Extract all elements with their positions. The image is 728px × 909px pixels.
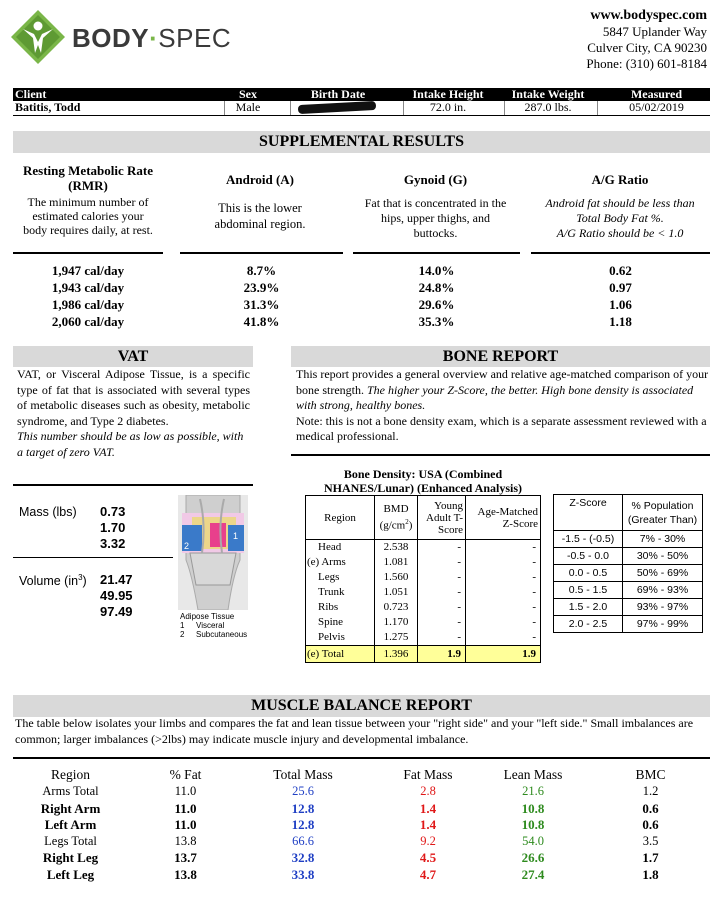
bone-t: - — [418, 600, 466, 615]
bone-text-italic: The higher your Z-Score, the better. High bone density is associated with strong, healthy bones. — [296, 382, 694, 412]
ag-value: 0.62 — [609, 263, 632, 278]
muscle-row — [13, 850, 710, 867]
muscle-region: Right Arm — [40, 800, 101, 816]
muscle-pct-fat: 13.8 — [174, 866, 197, 882]
population-range: 69% - 93% — [623, 582, 703, 599]
vat-mass-value: 1.70 — [100, 520, 126, 535]
android-desc-2: abdominal region. — [214, 217, 306, 231]
client-measured: 05/02/2019 — [629, 100, 684, 114]
gynoid-desc-3: buttocks. — [413, 226, 458, 240]
bone-bmd: 1.560 — [375, 570, 418, 585]
muscle-pct-fat: 13.8 — [174, 833, 197, 848]
supplemental-row — [13, 313, 710, 330]
muscle-fat-mass: 4.5 — [419, 850, 437, 866]
bone-report-title: BONE REPORT — [291, 346, 710, 367]
z-score-row — [554, 616, 703, 633]
legend-num: 1 — [180, 621, 185, 630]
vat-mass-value: 3.32 — [100, 536, 126, 551]
bone-bmd: 2.538 — [375, 540, 418, 556]
vat-volume-close: ) — [82, 574, 87, 589]
rmr-desc-1: The minimum number of — [27, 195, 149, 209]
z-score-range: -1.5 - (-0.5) — [554, 531, 623, 548]
bone-col-region: Region — [306, 496, 375, 540]
vat-title: VAT — [13, 346, 253, 367]
muscle-col-region: Region — [51, 767, 90, 782]
muscle-region: Legs Total — [44, 833, 97, 848]
muscle-bmc: 1.8 — [642, 866, 659, 882]
bone-t: - — [418, 615, 466, 630]
z-score-row — [554, 531, 703, 548]
contact-block — [586, 8, 707, 72]
android-column-header — [180, 172, 340, 232]
muscle-col-pct-fat: % Fat — [169, 767, 202, 782]
bone-region: Pelvis — [306, 630, 375, 646]
bone-bmd: 1.275 — [375, 630, 418, 646]
ag-value: 0.97 — [609, 280, 632, 295]
muscle-bmc: 0.6 — [642, 817, 659, 833]
population-range: 50% - 69% — [623, 565, 703, 582]
phone-number: Phone: (310) 601-8184 — [586, 56, 707, 71]
bone-z: - — [532, 631, 536, 643]
bone-description — [296, 367, 710, 445]
brand-dot: · — [149, 23, 159, 53]
bone-region: Head — [306, 540, 375, 556]
bone-row — [306, 570, 541, 585]
rmr-desc-3: body requires daily, at rest. — [23, 223, 153, 237]
bone-row — [306, 600, 541, 615]
rmr-title: Resting Metabolic Rate — [23, 163, 153, 178]
vat-volume-values — [100, 572, 133, 620]
bone-rows — [306, 540, 541, 646]
gynoid-value: 29.6% — [418, 297, 455, 312]
bone-region: Trunk — [306, 585, 375, 600]
client-header: Client — [15, 87, 47, 101]
z-score-row — [554, 599, 703, 616]
divider — [13, 757, 710, 759]
ag-value: 1.06 — [609, 297, 632, 312]
bone-z: - — [532, 586, 536, 598]
bone-col-bmd-unit: (g/cm — [379, 519, 406, 532]
supplemental-values — [13, 262, 710, 330]
bone-row — [306, 630, 541, 646]
bone-col-young: Young Adult T-Score — [418, 496, 466, 540]
rmr-value: 1,947 cal/day — [51, 263, 125, 278]
muscle-col-lean-mass: Lean Mass — [503, 767, 563, 782]
muscle-fat-mass: 9.2 — [420, 833, 436, 848]
sex-header: Sex — [239, 87, 257, 101]
gynoid-desc-1: Fat that is concentrated in the — [364, 196, 507, 210]
bone-region: Legs — [306, 570, 375, 585]
abdomen-scan-icon — [178, 495, 248, 610]
bone-col-bmd-title: BMD — [383, 502, 409, 515]
birth-date-redacted — [298, 101, 376, 114]
supplemental-row — [13, 279, 710, 296]
android-value: 23.9% — [243, 280, 280, 295]
bone-bmd: 1.081 — [375, 555, 418, 570]
z-score-row — [554, 582, 703, 599]
bone-t: - — [418, 555, 466, 570]
muscle-total-mass: 25.6 — [292, 784, 314, 798]
bone-z: - — [532, 616, 536, 628]
ag-desc-3: A/G Ratio should be < 1.0 — [556, 226, 684, 240]
bone-density-table — [305, 495, 541, 663]
bone-total-region: (e) Total — [306, 646, 375, 663]
bone-z: - — [532, 541, 536, 553]
bone-table-title-2: NHANES/Lunar) (Enhanced Analysis) — [323, 481, 523, 495]
bone-col-bmd-sup: 2 — [405, 517, 409, 526]
intake-height-header: Intake Height — [412, 87, 484, 101]
muscle-bmc: 1.7 — [642, 850, 659, 866]
ag-ratio-title: A/G Ratio — [591, 172, 649, 187]
gynoid-value: 35.3% — [418, 314, 455, 329]
adipose-legend-title: Adipose Tissue — [180, 612, 235, 621]
rmr-value: 2,060 cal/day — [51, 314, 125, 329]
brand-name-right: SPEC — [158, 23, 232, 53]
muscle-total-mass: 12.8 — [291, 817, 315, 833]
z-score-row — [554, 565, 703, 582]
muscle-bmc: 0.6 — [642, 800, 659, 816]
bone-bmd: 1.170 — [375, 615, 418, 630]
vat-mass-value: 0.73 — [100, 504, 126, 519]
gynoid-column-header — [353, 172, 518, 241]
client-weight: 287.0 lbs. — [524, 100, 572, 114]
rmr-column-header — [13, 163, 163, 237]
bone-region: Ribs — [306, 600, 375, 615]
bone-t: - — [418, 630, 466, 646]
muscle-region: Right Leg — [42, 850, 99, 866]
bone-col-bmd-close: ) — [408, 519, 413, 532]
ag-ratio-column-header — [530, 172, 710, 241]
address-line-2: Culver City, CA 90230 — [587, 40, 707, 55]
muscle-row — [13, 834, 710, 851]
muscle-pct-fat: 13.7 — [174, 850, 197, 866]
muscle-total-mass: 32.8 — [291, 850, 315, 866]
bodyspec-logo-icon — [10, 9, 66, 65]
vat-image-label-2: 2 — [184, 541, 190, 551]
population-header: % Population (Greater Than) — [623, 495, 703, 531]
z-score-table — [553, 494, 703, 633]
logo — [10, 9, 240, 65]
muscle-col-bmc: BMC — [635, 767, 666, 782]
client-height: 72.0 in. — [429, 100, 467, 114]
vat-scan-image — [178, 495, 248, 610]
vat-description — [17, 367, 250, 461]
client-name: Batitis, Todd — [15, 100, 81, 114]
divider — [13, 252, 163, 254]
muscle-col-fat-mass: Fat Mass — [403, 767, 453, 782]
divider — [180, 252, 343, 254]
muscle-region: Arms Total — [42, 784, 99, 798]
android-value: 41.8% — [243, 314, 280, 329]
muscle-lean-mass: 27.4 — [521, 866, 545, 882]
supplemental-results-title: SUPPLEMENTAL RESULTS — [13, 131, 710, 153]
bone-bmd: 1.051 — [375, 585, 418, 600]
z-score-range: -0.5 - 0.0 — [554, 548, 623, 565]
android-value: 31.3% — [243, 297, 280, 312]
gynoid-desc-2: hips, upper thighs, and — [381, 211, 490, 225]
vat-volume-value: 49.95 — [100, 588, 133, 603]
bone-row — [306, 585, 541, 600]
bone-z: - — [532, 556, 536, 568]
muscle-row — [13, 801, 710, 818]
z-score-range: 0.5 - 1.5 — [554, 582, 623, 599]
muscle-rows — [13, 784, 710, 884]
rmr-value: 1,986 cal/day — [51, 297, 125, 312]
bone-note: Note: this is not a bone density exam, which is a separate assessment reviewed with a medical professional. — [296, 413, 707, 443]
bone-text: This report provides a general overview and relative age-matched comparison of your bone strength. — [296, 367, 709, 397]
z-score-range: 0.0 - 0.5 — [554, 565, 623, 582]
muscle-pct-fat: 11.0 — [174, 784, 197, 798]
rmr-desc-2: estimated calories your — [32, 209, 144, 223]
bone-total-row — [306, 646, 541, 663]
android-desc-1: This is the lower — [218, 201, 302, 215]
muscle-balance-intro: The table below isolates your limbs and compares the fat and lean tissue between your "right side" and your "left side." Small imbalances are common; larger imbalances (>2lbs) may indicate muscle injury and developmental imbalance. — [15, 716, 694, 746]
bone-row — [306, 540, 541, 556]
muscle-fat-mass: 2.8 — [420, 784, 436, 798]
muscle-balance-table — [13, 767, 710, 884]
muscle-region: Left Arm — [44, 817, 97, 833]
bone-total-bmd: 1.396 — [375, 646, 418, 663]
ag-value: 1.18 — [609, 314, 632, 329]
address-line-1: 5847 Uplander Way — [602, 24, 707, 39]
muscle-total-mass: 33.8 — [291, 866, 315, 882]
z-score-header: Z-Score — [554, 495, 623, 531]
bone-col-bmd — [375, 496, 418, 540]
bone-row — [306, 555, 541, 570]
client-sex: Male — [235, 100, 261, 114]
android-value: 8.7% — [246, 263, 277, 278]
divider — [353, 252, 520, 254]
adipose-legend — [180, 612, 247, 639]
vat-mass-values — [100, 504, 125, 552]
rmr-value: 1,943 cal/day — [51, 280, 125, 295]
client-info-table — [13, 88, 710, 116]
gynoid-value: 14.0% — [418, 263, 455, 278]
population-range: 97% - 99% — [623, 616, 703, 633]
muscle-col-total-mass: Total Mass — [273, 767, 333, 782]
muscle-pct-fat: 11.0 — [174, 817, 197, 833]
vat-volume-label — [19, 573, 87, 588]
vat-volume-value: 21.47 — [100, 572, 133, 587]
bone-region: Spine — [306, 615, 375, 630]
muscle-row — [13, 867, 710, 884]
muscle-bmc: 3.5 — [642, 833, 659, 848]
bone-col-age: Age-Matched Z-Score — [466, 496, 541, 540]
bone-t: - — [418, 570, 466, 585]
z-score-range: 2.0 - 2.5 — [554, 616, 623, 633]
muscle-fat-mass: 4.7 — [419, 866, 437, 882]
muscle-fat-mass: 1.4 — [419, 817, 437, 833]
muscle-row — [13, 817, 710, 834]
muscle-lean-mass: 26.6 — [521, 850, 545, 866]
divider — [13, 557, 173, 558]
muscle-region: Left Leg — [46, 866, 95, 882]
muscle-row — [13, 784, 710, 801]
bone-t: - — [418, 585, 466, 600]
measured-header: Measured — [630, 87, 683, 101]
legend-num: 2 — [180, 630, 185, 639]
z-score-row — [554, 548, 703, 565]
muscle-lean-mass: 10.8 — [521, 800, 545, 816]
muscle-total-mass: 66.6 — [292, 833, 314, 848]
vat-text: VAT, or Visceral Adipose Tissue, is a specific type of fat that is associated with several types of metabolic diseases such as obesity, metabolic syndrome, and Type 2 diabetes. — [17, 367, 250, 428]
ag-desc-2: Total Body Fat %. — [576, 211, 664, 225]
supplemental-row — [13, 296, 710, 313]
rmr-subtitle: (RMR) — [68, 178, 108, 193]
bone-table-title-1: Bone Density: USA (Combined — [343, 467, 503, 481]
ag-desc-1: Android fat should be less than — [545, 196, 695, 210]
muscle-balance-title: MUSCLE BALANCE REPORT — [13, 695, 710, 717]
muscle-pct-fat: 11.0 — [174, 800, 197, 816]
muscle-total-mass: 12.8 — [291, 800, 315, 816]
legend-visceral: Visceral — [196, 621, 225, 630]
website-link[interactable]: www.bodyspec.com — [590, 8, 707, 23]
divider — [13, 484, 253, 486]
bone-region: (e) Arms — [306, 555, 375, 570]
muscle-lean-mass: 10.8 — [521, 817, 545, 833]
population-range: 30% - 50% — [623, 548, 703, 565]
legend-subcutaneous: Subcutaneous — [196, 630, 248, 639]
bone-table-header-row — [306, 496, 541, 540]
vat-target-text: This number should be as low as possible, with a target of zero VAT. — [17, 429, 244, 459]
population-range: 7% - 30% — [623, 531, 703, 548]
muscle-header-row — [13, 767, 710, 784]
bone-row — [306, 615, 541, 630]
divider — [291, 454, 710, 456]
bone-z: - — [532, 601, 536, 613]
vat-volume-label-text: Volume (in — [19, 574, 79, 589]
population-range: 93% - 97% — [623, 599, 703, 616]
bone-z: - — [532, 571, 536, 583]
brand-name-left: BODY — [72, 23, 150, 53]
supplemental-row — [13, 262, 710, 279]
vat-mass-label: Mass (lbs) — [19, 505, 77, 519]
gynoid-value: 24.8% — [418, 280, 455, 295]
bone-total-z: 1.9 — [466, 646, 541, 663]
bone-t: - — [418, 540, 466, 556]
android-title: Android (A) — [225, 172, 295, 187]
muscle-bmc: 1.2 — [642, 784, 659, 798]
bone-bmd: 0.723 — [375, 600, 418, 615]
bone-density-table-title — [303, 467, 543, 495]
muscle-lean-mass: 54.0 — [522, 833, 544, 848]
vat-image-label-1: 1 — [233, 531, 239, 541]
gynoid-title: Gynoid (G) — [403, 172, 468, 187]
birth-date-header: Birth Date — [310, 87, 366, 101]
intake-weight-header: Intake Weight — [511, 87, 585, 101]
muscle-lean-mass: 21.6 — [522, 784, 544, 798]
bone-total-t: 1.9 — [418, 646, 466, 663]
vat-volume-value: 97.49 — [100, 604, 133, 619]
divider — [531, 252, 710, 254]
z-score-header-row — [554, 495, 703, 531]
vat-volume-sup: 3 — [78, 573, 83, 582]
muscle-fat-mass: 1.4 — [419, 800, 437, 816]
z-score-range: 1.5 - 2.0 — [554, 599, 623, 616]
